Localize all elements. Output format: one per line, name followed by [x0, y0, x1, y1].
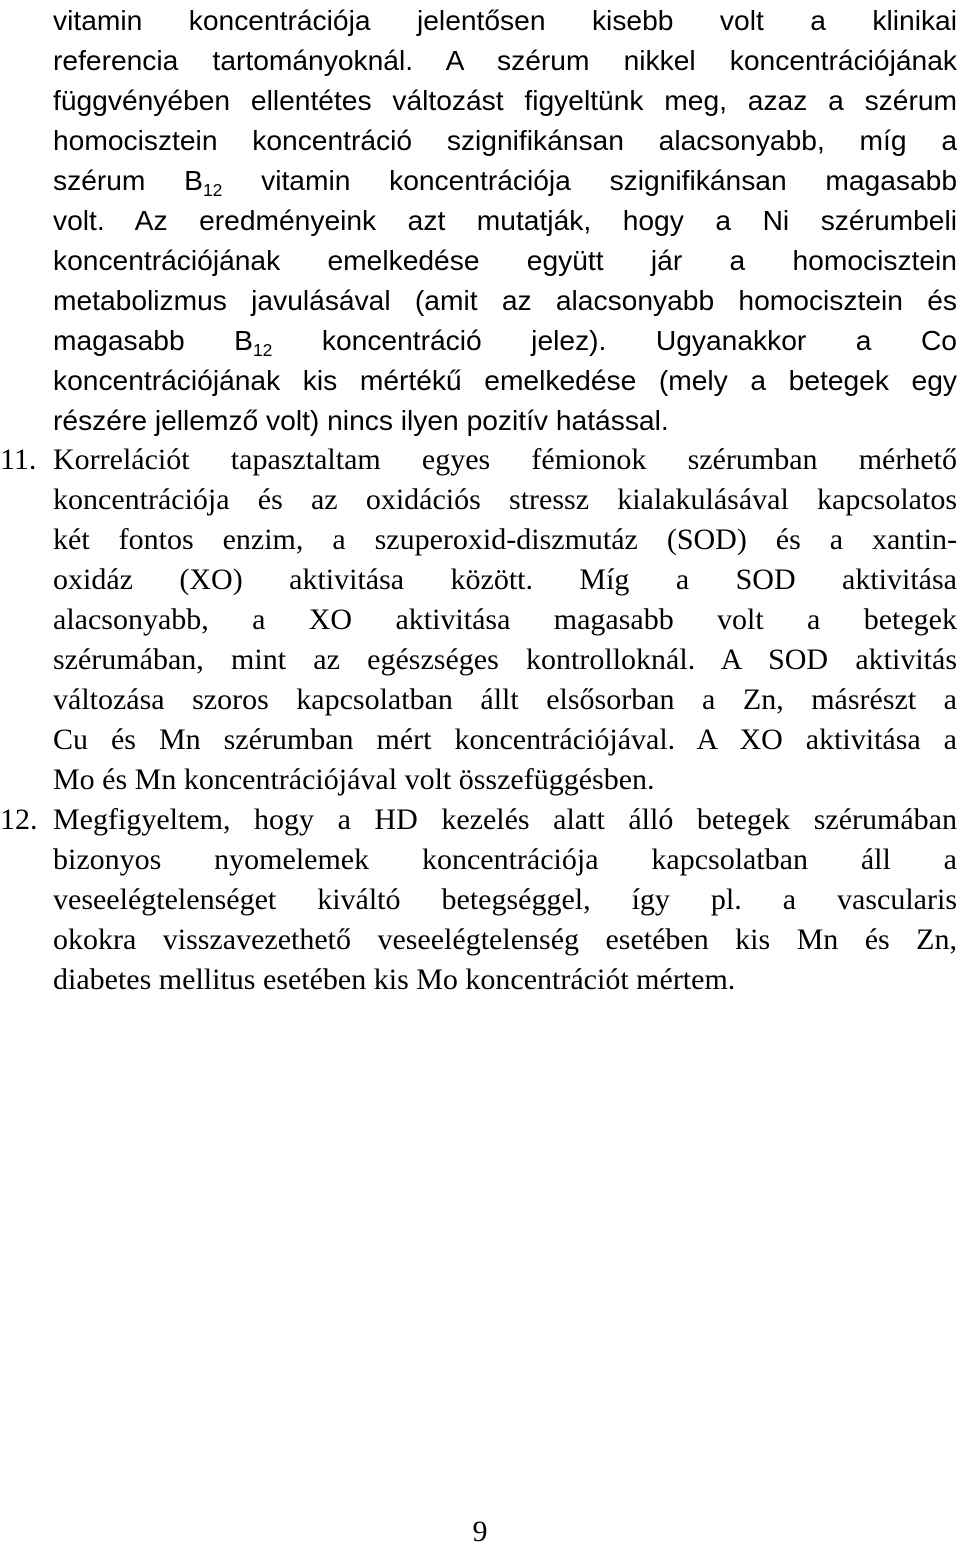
text-line: koncentrációja és az oxidációs stressz kialakulásával kapcsolatos	[53, 483, 957, 516]
text-line: referencia tartományoknál. A szérum nikkel koncentrációjának	[53, 44, 957, 76]
text-line: alacsonyabb, a XO aktivitása magasabb volt a betegek	[53, 603, 957, 636]
text-line: Cu és Mn szérumban mért koncentrációjával. A XO aktivitása a	[53, 723, 957, 756]
list-number: 12.	[0, 803, 38, 836]
text-fragment: magasabb B	[53, 324, 253, 356]
text-line: változása szoros kapcsolatban állt elsősorban a Zn, másrészt a	[53, 683, 957, 716]
text-fragment: szérum B	[53, 164, 203, 196]
text-fragment: vitamin koncentrációja szignifikánsan magasabb	[222, 164, 957, 196]
text-line: részére jellemző volt) nincs ilyen pozitív hatással.	[53, 404, 669, 436]
list-number: 11.	[0, 443, 37, 476]
list-item-12	[0, 800, 957, 840]
text-line: homocisztein koncentráció szignifikánsan alacsonyabb, míg a	[53, 124, 957, 156]
text-line: oxidáz (XO) aktivitása között. Míg a SOD aktivitása	[53, 563, 957, 596]
text-line	[53, 320, 957, 360]
text-line: volt. Az eredményeink azt mutatják, hogy a Ni szérumbeli	[53, 204, 957, 236]
text-fragment: Megfigyeltem, hogy a HD kezelés alatt álló betegek szérumában	[53, 803, 957, 836]
text-line	[53, 160, 957, 200]
text-line: két fontos enzim, a szuperoxid-diszmutáz (SOD) és a xantin-	[53, 523, 957, 556]
page-number: 9	[472, 1515, 488, 1548]
text-fragment: Korrelációt tapasztaltam egyes fémionok szérumban mérhető	[53, 443, 957, 476]
text-line: koncentrációjának emelkedése együtt jár a homocisztein	[53, 244, 957, 276]
text-line: metabolizmus javulásával (amit az alacsonyabb homocisztein és	[53, 284, 957, 316]
text-line: koncentrációjának kis mértékű emelkedése (mely a betegek egy	[53, 364, 957, 396]
text-line: Mo és Mn koncentrációjával volt összefüggésben.	[53, 763, 655, 796]
text-fragment: koncentráció jelez). Ugyanakkor a Co	[272, 324, 957, 356]
text-line: vitamin koncentrációja jelentősen kisebb volt a klinikai	[53, 4, 957, 36]
text-line: veseelégtelenséget kiváltó betegséggel, így pl. a vascularis	[53, 883, 957, 916]
text-line: szérumában, mint az egészséges kontrolloknál. A SOD aktivitás	[53, 643, 957, 676]
subscript: 12	[252, 339, 273, 360]
text-line: bizonyos nyomelemek koncentrációja kapcsolatban áll a	[53, 843, 957, 876]
text-line: okokra visszavezethető veseelégtelenség esetében kis Mn és Zn,	[53, 923, 957, 956]
text-line: függvényében ellentétes változást figyeltünk meg, azaz a szérum	[53, 84, 957, 116]
subscript: 12	[202, 179, 223, 200]
text-line: diabetes mellitus esetében kis Mo koncentrációt mértem.	[53, 963, 736, 996]
list-item-11	[0, 440, 957, 480]
